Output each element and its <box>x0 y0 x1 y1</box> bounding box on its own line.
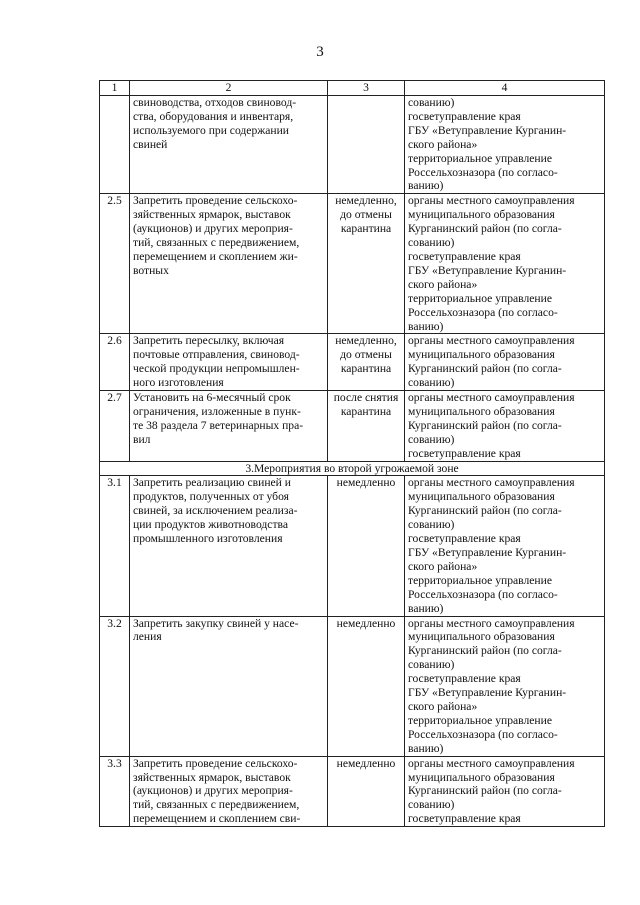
header-col-measure: 2 <box>130 81 328 96</box>
row-responsible: органы местного самоуправления муниципального образования Курганинский район (по согла- сованию) госветуправление края <box>405 391 605 462</box>
section-title: 3.Мероприятия во второй угрожаемой зоне <box>100 461 605 476</box>
row-responsible: органы местного самоуправления муниципального образования Курганинский район (по согла- сованию) <box>405 334 605 391</box>
row-responsible: сованию) госветуправление края ГБУ «Ветуправление Курганин- ского района» территориальное управление Россельхозназора (по согласо- ванию) <box>405 96 605 194</box>
row-responsible: органы местного самоуправления муниципального образования Курганинский район (по согла- сованию) госветуправление края ГБУ «Ветуправление Курганин- ского района» территориальное управление Россельхозназора (по согласо- ванию) <box>405 194 605 334</box>
table-row <box>100 96 605 194</box>
row-number: 2.7 <box>100 391 130 462</box>
row-number: 3.1 <box>100 476 130 616</box>
page-number: 3 <box>316 44 324 60</box>
row-term: после снятия карантина <box>328 391 405 462</box>
header-col-term: 3 <box>328 81 405 96</box>
section-row <box>100 461 605 476</box>
table-row <box>100 194 605 334</box>
row-measure: Запретить закупку свиней у насе- ления <box>130 616 328 756</box>
row-responsible: органы местного самоуправления муниципального образования Курганинский район (по согла- сованию) госветуправление края <box>405 756 605 827</box>
row-number: 2.6 <box>100 334 130 391</box>
row-term: немедленно <box>328 756 405 827</box>
row-number: 2.5 <box>100 194 130 334</box>
row-term: немедленно <box>328 616 405 756</box>
table-row <box>100 391 605 462</box>
table-row <box>100 756 605 827</box>
table-row <box>100 476 605 616</box>
row-responsible: органы местного самоуправления муниципального образования Курганинский район (по согла- сованию) госветуправление края ГБУ «Ветуправление Курганин- ского района» территориальное управление Россельхозназора (по согласо- ванию) <box>405 476 605 616</box>
row-term: немедленно <box>328 476 405 616</box>
row-number <box>100 96 130 194</box>
row-measure: Установить на 6-месячный срок ограничения, изложенные в пунк- те 38 раздела 7 ветеринарных пра- вил <box>130 391 328 462</box>
row-term: немедленно, до отмены карантина <box>328 194 405 334</box>
row-measure: свиноводства, отходов свиновод- ства, оборудования и инвентаря, используемого при содержании свиней <box>130 96 328 194</box>
header-col-number: 1 <box>100 81 130 96</box>
row-measure: Запретить проведение сельскохо- зяйственных ярмарок, выставок (аукционов) и других мероприя- тий, связанных с передвижением, перемещением и скоплением жи- вотных <box>130 194 328 334</box>
header-row <box>100 81 605 96</box>
header-col-responsible: 4 <box>405 81 605 96</box>
row-measure: Запретить реализацию свиней и продуктов, полученных от убоя свиней, за исключением реализа- ции продуктов животноводства промышленного изготовления <box>130 476 328 616</box>
row-measure: Запретить пересылку, включая почтовые отправления, свиновод- ческой продукции непромышлен- ного изготовления <box>130 334 328 391</box>
row-number: 3.2 <box>100 616 130 756</box>
row-number: 3.3 <box>100 756 130 827</box>
row-responsible: органы местного самоуправления муниципального образования Курганинский район (по согла- сованию) госветуправление края ГБУ «Ветуправление Курганин- ского района» территориальное управление Россельхозназора (по согласо- ванию) <box>405 616 605 756</box>
row-term: немедленно, до отмены карантина <box>328 334 405 391</box>
measures-table <box>99 80 605 827</box>
table-row <box>100 334 605 391</box>
row-measure: Запретить проведение сельскохо- зяйственных ярмарок, выставок (аукционов) и других мероприя- тий, связанных с передвижением, перемещением и скоплением сви- <box>130 756 328 827</box>
table-row <box>100 616 605 756</box>
row-term <box>328 96 405 194</box>
